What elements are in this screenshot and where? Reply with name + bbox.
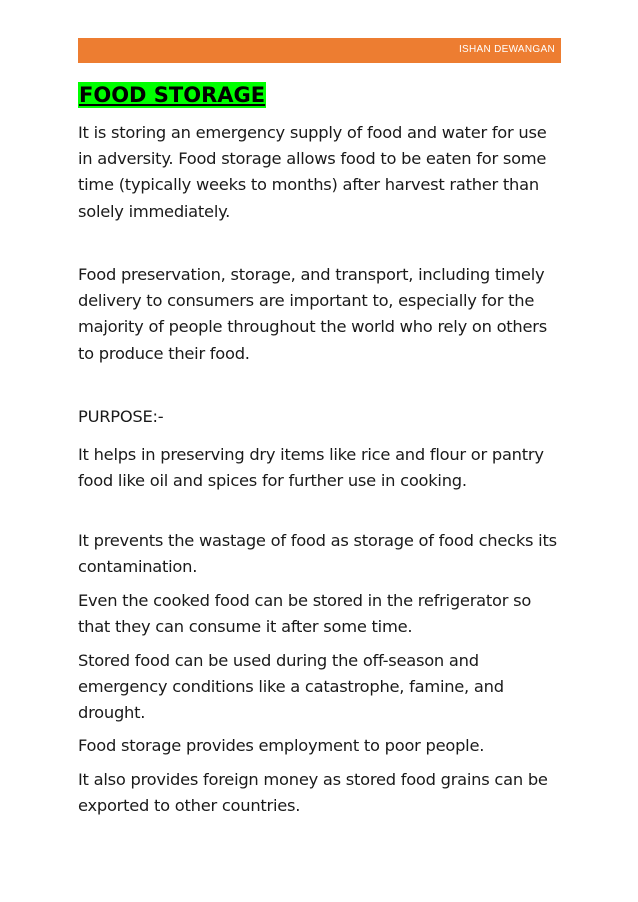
purpose-point-cooked-food: Even the cooked food can be stored in the refrigerator so that they can consume it after some time. (78, 591, 532, 637)
purpose-point-wastage: It prevents the wastage of food as storage of food checks its contamination. (78, 531, 557, 577)
purpose-point-employment: Food storage provides employment to poor people. (78, 736, 485, 755)
purpose-point-foreign-money: It also provides foreign money as stored food grains can be exported to other countries. (78, 770, 548, 816)
page-title: FOOD STORAGE (79, 83, 266, 107)
intro-paragraph-importance: Food preservation, storage, and transport, including timely delivery to consumers are important to, especially for the majority of people throughout the world who rely on others to produce their food. (78, 265, 547, 363)
intro-paragraph-definition: It is storing an emergency supply of food and water for use in adversity. Food storage allows food to be eaten for some time (typically weeks to months) after harvest rather than solely immediately. (78, 123, 547, 221)
header-bar (78, 38, 561, 63)
purpose-point-preserving: It helps in preserving dry items like rice and flour or pantry food like oil and spices for further use in cooking. (78, 445, 544, 491)
purpose-point-off-season: Stored food can be used during the off-season and emergency conditions like a catastrophe, famine, and drought. (78, 651, 504, 723)
header-author: ISHAN DEWANGAN (458, 44, 555, 55)
purpose-heading: PURPOSE:- (78, 407, 164, 426)
